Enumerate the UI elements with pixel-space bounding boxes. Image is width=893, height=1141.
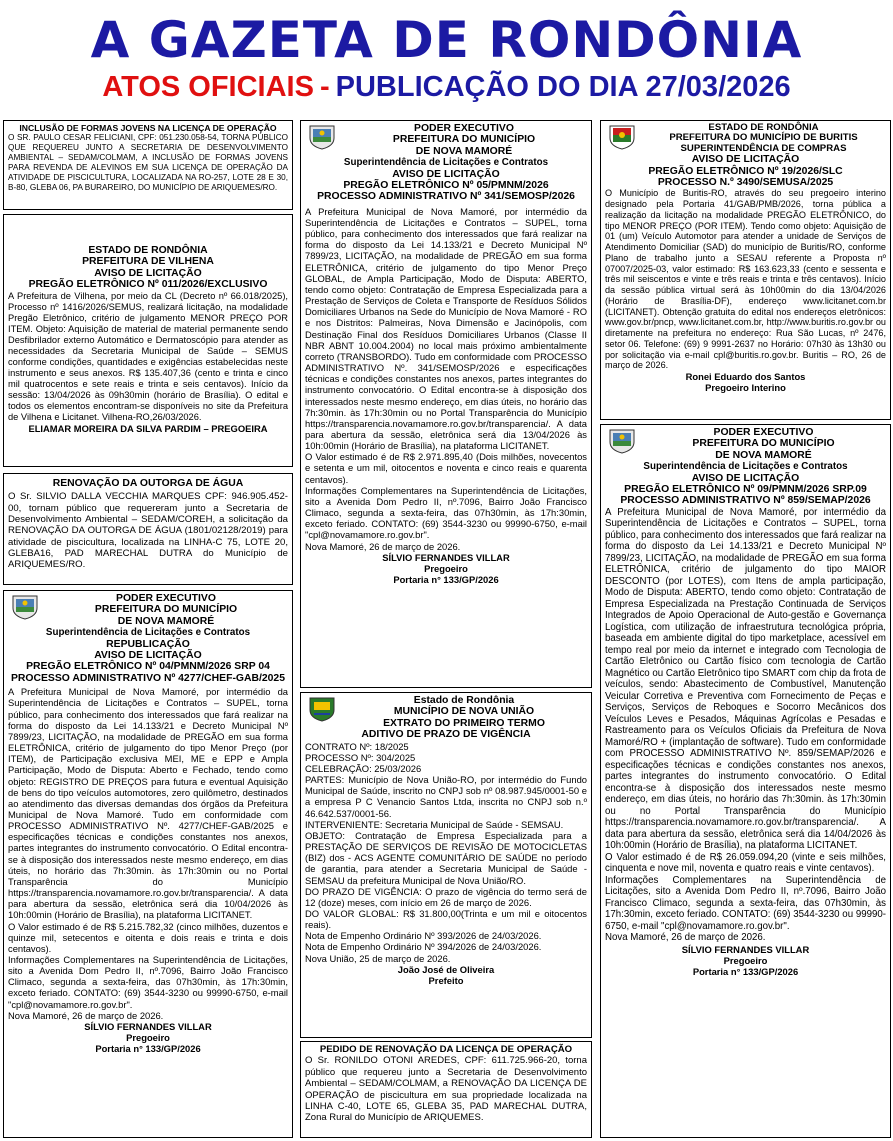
notice-state: ESTADO DE RONDÔNIA — [88, 245, 208, 256]
notice-contact: Informações Complementares na Superintendência de Licitações, sito a Avenida Dom Pedro II, nº.7096, Bairro João Francisco Climaco, segunda a sexta-feira, das 07h30min, às 17h:30min, exceto feriado. CONTATO: (69) 3544-3230 ou 99990-6750, e-mail "cpl@novamamore.ro.gov.br". — [605, 874, 886, 932]
notice-outorga-agua — [3, 473, 293, 585]
signature-role: Prefeito — [428, 974, 464, 986]
notice-municipio: DE NOVA MAMORÉ — [715, 449, 812, 461]
signature-portaria: Portaria n° 133/GP/2026 — [692, 966, 799, 978]
notice-value: O Valor estimado é de R$ 5.215.782,32 (cinco milhões, duzentos e quinze mil, setecentos e oitenta e dois reais e trinta e dois centavos). — [8, 920, 288, 954]
notice-interveniente: INTERVENIENTE: Secretaria Municipal de Saúde - SEMSAU. — [305, 818, 564, 830]
notice-pregao: PREGÃO ELETRÔNICO Nº 09/PMNM/2026 SRP.09 — [624, 484, 867, 496]
municipal-crest-icon — [10, 594, 40, 620]
notice-prazo: DO PRAZO DE VIGÊNCIA: O prazo de vigência do termo será de 12 (doze) meses, com início em 26 de março de 2026. — [305, 885, 587, 908]
notice-objeto: OBJETO: Contratação de Empresa Especializada para a PRESTAÇÃO DE SERVIÇOS DE REVISÃO DE MOTOCICLETAS (BIZ) dos - ACS AGENTE COMUNITÁRIO DE SAÚDE no período de garantia, para atender a Secretaria Municipal de Saúde - SEMSAU da prefeitura Municipal de Nova União/RO. — [305, 829, 587, 886]
notice-type: AVISO DE LICITAÇÃO — [392, 168, 500, 180]
notice-republicacao: REPUBLICAÇÃO — [106, 638, 190, 650]
notice-extrato: EXTRATO DO PRIMEIRO TERMO — [383, 717, 545, 729]
signature-role: Pregoeiro Interino — [705, 382, 786, 394]
publication-date: PUBLICAÇÃO DO DIA 27/03/2026 — [335, 71, 791, 103]
signature-role: Pregoeiro — [126, 1032, 170, 1044]
notice-municipio: DE NOVA MAMORÉ — [415, 145, 513, 157]
notice-type: AVISO DE LICITAÇÃO — [94, 267, 202, 279]
notice-poder: PODER EXECUTIVO — [713, 427, 814, 438]
notice-pregao: PREGÃO ELETRÔNICO Nº 04/PMNM/2026 SRP 04 — [26, 661, 270, 673]
process-number: PROCESSO Nº: 304/2025 — [305, 751, 416, 763]
signature-role: Pregoeiro — [723, 955, 768, 966]
notice-valor: DO VALOR GLOBAL: R$ 31.800,00(Trinta e um mil e oitocentos reais). — [305, 907, 587, 931]
notice-body: A Prefeitura Municipal de Nova Mamoré, por intermédio da Superintendência de Licitações e Contratos – SUPEL, torna público, para conhecimento dos interessados que fará realizar na forma do disposto da Lei 14.133/21 e Decreto Municipal Nº 7899/23, LICITAÇÃO, na modalidade de PREGÃO em sua forma ELETRÔNICA, critério de julgamento do tipo Menor Preço GLOBAL, de Ampla Participação, Modo de Disputa: ABERTO, tendo como objeto: Contratação de Empresa Especializada para a Prestação de Serviços de Coleta e Transporte de Resíduos Sólidos Domiciliares Urbanos na Sede do Município de Nova Mamoré - RO e nos Distritos: Palmeiras, Nova Dimensão e Jacinópolis, com Destinação Final dos Resíduos Domiciliares Urbanos (Classe II NBR ABNT 10.004.2004) no local mais próximo ambientalmente correto (TRANSBORDO). Tudo em conformidade com PROCESSO ADMINISTRATIVO Nº. 341/SEMOSP/2026 e especificações técnicas e condições constantes nos anexos, partes integrantes do instrumento convocatório. O Edital encontra-se à disposição dos interessados neste mesmo endereço, em dias úteis, no horário das 7h:30min. às 17h:30min ou no Portal Transparência do Município https://transparencia.novamamore.ro.gov.br/transparencia/. A data para abertura da sessão, eletrônica será dia 13/04/2026 às 10h:00min (Horário de Brasília), na plataforma LICITANET. — [305, 205, 587, 452]
notice-value: O Valor estimado é de R$ 26.059.094,20 (vinte e seis milhões, cinquenta e nove mil, noventa e quatro reais e vinte centavos). — [605, 851, 886, 875]
notice-processo: PROCESSO N.º 3490/SEMUSA/2025 — [657, 177, 834, 189]
municipal-crest-icon — [307, 124, 337, 150]
notice-poder: PODER EXECUTIVO — [414, 123, 514, 134]
notice-type: AVISO DE LICITAÇÃO — [94, 650, 202, 662]
notice-superintendencia: Superintendência de Licitações e Contratos — [643, 461, 848, 473]
notice-aditivo: ADITIVO DE PRAZO DE VIGÊNCIA — [361, 729, 531, 741]
notice-body: O Sr. SILVIO DALLA VECCHIA MARQUES CPF: 946.905.452-00, tornam público que requereram junto a Secretaria de Desenvolvimento Ambiental – SEDAM/COREH, a solicitação da RENOVAÇÃO DA OUTORGA DE ÁGUA (1801/02128/2019) para atividade de piscicultura, localizada na LINHA-C 75, LOTE 20, GLEBA16, PAD MARECHAL DUTRA do Município de ARIQUEMES/RO. — [8, 491, 288, 571]
edition-line — [0, 68, 893, 106]
signature-role: Pregoeiro — [424, 562, 468, 574]
notice-nova-mamore-pe09 — [600, 424, 891, 1138]
notice-empenho-1: Nota de Empenho Ordinário Nº 393/2026 de 24/03/2026. — [305, 930, 542, 942]
notice-type: AVISO DE LICITAÇÃO — [691, 472, 800, 484]
notice-nova-mamore-pe04 — [3, 590, 293, 1138]
notice-nova-uniao — [300, 692, 592, 1038]
notice-contact: Informações Complementares na Superintendência de Licitações, sito a Avenida Dom Pedro II, nº.7096, Bairro João Francisco Climaco, segunda a sexta-feira, das 07h30min, às 17h:30min, exceto feriado. CONTATO: (69) 3544-3230 ou 99990-6750, e-mail "cpl@novamamore.ro.gov.br". — [8, 954, 288, 1010]
notice-date: Nova União, 25 de março de 2026. — [305, 952, 451, 964]
notice-pregao: PREGÃO ELETRÔNICO Nº 011/2026/EXCLUSIVO — [28, 279, 268, 291]
notice-municipio: MUNICÍPIO DE NOVA UNIÃO — [393, 706, 535, 718]
notice-body: O Sr. RONILDO OTONI AREDES, CPF: 611.725.966-20, torna público que requereu junto a Secretaria de Desenvolvimento Ambiental – SEDAM/COLMAM, a RENOVAÇÃO DA LICENÇA DE OPERAÇÃO de piscicultura em sua propriedade localizada na LINHA C-40, LOTE 65, GLEBA 35, PAD MARECHAL DUTRA, Zona Rural do Município de ARIQUEMES. — [305, 1055, 587, 1124]
notice-type: AVISO DE LICITAÇÃO — [691, 154, 800, 166]
notice-renovacao-lo — [300, 1041, 592, 1138]
notice-superintendencia: SUPERINTENDÊNCIA DE COMPRAS — [680, 142, 847, 154]
masthead — [0, 0, 893, 118]
signature-portaria: Portaria n° 133/GP/2026 — [95, 1043, 201, 1055]
notice-prefeitura: PREFEITURA DE VILHENA — [82, 256, 214, 268]
notice-body: O Município de Buritis-RO, através do seu pregoeiro interino designado pela Portaria 41/GAB/PMB/2026, torna pública a realização da licitação na modalidade PREGÃO ELETRÔNICO, do tipo MENOR PREÇO (POR ITEM). Tendo como objeto: Aquisição de 01 (um) Veículo Automotor para atender a unidade de Serviços de Atendimento Domiciliar (SAD) do município de Buritis/RO, conforme Plano de trabalho junto a SESAU referente a Proposta nº 07007/2025-03, valor estimado: R$ 163.623,33 (cento e sessenta e três mil seiscentos e vinte e três reais e trinta e três centavos). Início da sessão pública virtual será às 10h00min do dia 13/04/2026 (Horário de Brasília-DF), endereço www.licitanet.com.br (LICITANET). Obtenção gratuita do edital nos endereços eletrônicos: www.gov.br/pncp, www.licitanet.com.br, http://www.buritis.ro.gov.br ou diretamente na prefeitura no endereço: Rua São Lucas, nº 2476, setor 06. Telefone: (69) 9 9991-2637 no Horário: 07h30 às 13h30 ou por solicitação via e-mail cpl@buritis.ro.gov.br. Buritis – RO, 26 de março de 2026. — [605, 188, 886, 371]
notice-formas-jovens — [3, 120, 293, 210]
notice-processo: PROCESSO ADMINISTRATIVO Nº 4277/CHEF-GAB/2025 — [10, 672, 285, 684]
notice-body: A Prefeitura Municipal de Nova Mamoré, por intermédio da Superintendência de Licitações e Contratos – SUPEL, torna público, para conhecimento dos interessados que fará realizar na forma do disposto da Lei 14.133/21 e Decreto Municipal Nº 7899/23, LICITAÇÃO, na modalidade de PREGÃO em sua forma ELETRÔNICA, critério de julgamento do tipo MAIOR DESCONTO (por LOTES), com Itens de ampla participação, Modo de Disputa: ABERTO, tendo como objeto: Contratação de Empresa Especializada na Prestação Continuada de Serviços Integrados de Apoio Operacional de Auto-gestão e Governança Logística, com utilização de infraestrutura tecnológica própria, baseada em ambiente digital do tipo marketplace, acessível em tempo real por meio da internet e integrado com Tecnologia de Cartão Eletrônico ou Cartão físico com tecnologia de Cartão Magnético ou Cartão Eletrônico tipo SMART com chip da frota de veículos, sendo: Abastecimento de Combustível, Manutenção Veicular Corretiva e Preventiva com Fornecimento de Peças e Serviços, Serviços de Reboques e Socorro Mecânicos dos Veículos Leves e Pesados, Máquinas Agrícolas e Pesadas e Rastreamento para os Veículos Oficiais da Prefeitura de Nova Mamoré/RO + (implantação de software). Tudo em conformidade com PROCESSO ADMINISTRATIVO Nº. 859/SEMAP/2026 e especificações técnicas e condições constantes nos anexos, partes integrantes do instrumento convocatório. O Edital encontra-se à disposição dos interessados neste mesmo endereço, em dias úteis, no horário das 7h:30min. às 17h:30min ou no Portal Transparência do Município https://transparencia.novamamore.ro.gov.br/transparencia/. A data para abertura da sessão, eletrônica será dia 14/04/2026 às 10h:00min (Horário de Brasília), na plataforma LICITANET. — [605, 506, 886, 852]
signature-portaria: Portaria n° 133/GP/2026 — [393, 574, 499, 585]
municipal-crest-icon — [607, 124, 637, 150]
notice-prefeitura: PREFEITURA DO MUNICÍPIO — [94, 604, 238, 616]
contract-number: CONTRATO Nº: 18/2025 — [305, 740, 409, 752]
notice-processo: PROCESSO ADMINISTRATIVO Nº 859/SEMAP/2026 — [620, 495, 871, 507]
municipal-crest-icon — [607, 428, 637, 454]
notice-empenho-2: Nota de Empenho Ordinário Nº 394/2026 de 24/03/2026. — [305, 941, 542, 953]
notice-date: Nova Mamoré, 26 de março de 2026. — [605, 932, 766, 944]
notice-superintendencia: Superintendência de Licitações e Contratos — [343, 157, 549, 169]
notice-municipio: DE NOVA MAMORÉ — [117, 615, 215, 627]
notice-processo: PROCESSO ADMINISTRATIVO Nº 341/SEMOSP/2026 — [317, 191, 575, 203]
atos-oficiais-label: ATOS OFICIAIS — [102, 71, 314, 103]
signature-name: João José de Oliveira — [397, 963, 495, 975]
notice-title: RENOVAÇÃO DA OUTORGA DE ÁGUA — [52, 478, 244, 489]
notice-poder: PODER EXECUTIVO — [116, 593, 216, 604]
notice-pregao: PREGÃO ELETRÔNICO Nº 05/PMNM/2026 — [343, 180, 549, 192]
notice-prefeitura: PREFEITURA DO MUNICÍPIO — [692, 438, 835, 450]
notice-vilhena — [3, 214, 293, 467]
notice-title: PEDIDO DE RENOVAÇÃO DA LICENÇA DE OPERAÇÃO — [319, 1044, 573, 1055]
notice-body: A Prefeitura de Vilhena, por meio da CL (Decreto nº 66.018/2025), Processo nº 1416/2026/SEMUS, realizará licitação, na modalidade Pregão Eletrônico, critério de julgamento MENOR PREÇO POR ITEM. Objeto: Aquisição de material de material permanente sendo Desfibrilador externo Automático e Dermatoscópio para atender as necessidades da Secretaria Municipal de Saúde – SEMUS conforme condições, quantidades e exigências estabelecidas neste instrumento e seus anexos. R$ 135.407,36 (cento e trinta e cinco mil quatrocentos e sete reais e trinta e seis centavos). Início da sessão: 13/04/2026 às 09h30min (horário de Brasília). O edital e todos os elementos encontram-se disponíveis no site da Prefeitura de Vilhena e Licitanet. Vilhena-RO,26/03/2026. — [8, 290, 288, 422]
municipal-crest-icon — [307, 696, 337, 722]
notice-partes: PARTES: Município de Nova União-RO, por intermédio do Fundo Municipal de Saúde, inscrito no CNPJ sob nº 08.987.945/0001-50 e a empresa P C Venancio Santos Ltda, inscrita no CNPJ sob n.º 46.642.537/0001-56. — [305, 774, 587, 819]
signature-name: SÍLVIO FERNANDES VILLAR — [382, 551, 510, 563]
notice-prefeitura: PREFEITURA DO MUNICÍPIO DE BURITIS — [669, 132, 858, 144]
newspaper-title: A GAZETA DE RONDÔNIA — [90, 11, 803, 69]
signature-name: Ronei Eduardo dos Santos — [685, 371, 806, 383]
notice-buritis — [600, 120, 891, 420]
notice-nova-mamore-pe05 — [300, 120, 592, 688]
notice-pregao: PREGÃO ELETRÔNICO Nº 19/2026/SLC — [648, 165, 843, 177]
notice-signature: ELIAMAR MOREIRA DA SILVA PARDIM – PREGOEIRA — [28, 422, 268, 434]
signature-name: SÍLVIO FERNANDES VILLAR — [681, 943, 810, 955]
notice-prefeitura: PREFEITURA DO MUNICÍPIO — [392, 134, 536, 146]
notice-contact: Informações Complementares na Superintendência de Licitações, sito a Avenida Dom Pedro II, nº.7096, Bairro João Francisco Climaco, segunda a sexta-feira, das 07h30min, às 17h:30min, exceto feriado. CONTATO: (69) 3544-3230 ou 99990-6750, e-mail "cpl@novamamore.ro.gov.br". — [305, 484, 587, 541]
notice-body: O SR. PAULO CESAR FELICIANI, CPF: 051.230.058-54, TORNA PÚBLICO QUE REQUEREU JUNTO A SECRETARIA DE DESENVOLVIMENTO AMBIENTAL – SEDAM/COLMAM, A INCLUSÃO DE FORMAS JOVENS PARA REVENDA DE ALEVINOS EM SUA LICENÇA DE OPERAÇÃO DA ATIVIDADE DE PISCICULTURA, LOCALIZADA NA RO-257, LOTE 28 E 30, B-80, GLEBA 06, PA BURAREIRO, DO MUNICÍPIO DE ARIQUEMES/RO. — [8, 133, 288, 192]
notice-title: INCLUSÃO DE FORMAS JOVENS NA LICENÇA DE OPERAÇÃO — [19, 123, 277, 133]
notice-value: O Valor estimado é de R$ 2.971.895,40 (Dois milhões, novecentos e setenta e um mil, oitocentos e noventa e cinco reais e quarenta centavos). — [305, 451, 587, 485]
notice-date: Nova Mamoré, 26 de março de 2026. — [8, 1009, 164, 1021]
notice-state: ESTADO DE RONDÔNIA — [708, 122, 819, 133]
notice-superintendencia: Superintendência de Licitações e Contratos — [45, 627, 251, 639]
signature-name: SÍLVIO FERNANDES VILLAR — [84, 1020, 212, 1032]
notice-date: Nova Mamoré, 26 de março de 2026. — [305, 540, 461, 552]
celebration-date: CELEBRAÇÃO: 25/03/2026 — [305, 762, 422, 774]
notice-body: A Prefeitura Municipal de Nova Mamoré, por intermédio da Superintendência de Licitações e Contratos – SUPEL, torna público, para conhecimento dos interessados que fará realizar na forma do disposto da Lei 14.133/21 e Decreto Municipal Nº 7899/23, LICITAÇÃO, na modalidade de PREGÃO em sua forma ELETRÔNICA, critério de julgamento do tipo Menor Preço (por ITEM), de Participação exclusiva MEI, ME e EPP e Ampla Participação, Modo de Disputa: Aberto e Fechado, tendo como objeto: REGISTRO DE PREÇOS para futura e eventual Aquisição de bens do tipo veículos automotores, zero quilômetro, destinados ao atendimento das diversas demandas dos órgãos da Prefeitura Municipal de Nova Mamoré. Tudo em conformidade com PROCESSO ADMINISTRATIVO Nº. 4277/CHEF-GAB/2025 e especificações técnicas e condições constantes nos anexos, partes integrantes do instrumento convocatório. O Edital encontra-se à disposição dos interessados neste mesmo endereço, em dias úteis, no horário das 7h:30min. às 17h:30min ou no Portal Transparência do Município https://transparencia.novamamore.ro.gov.br/transparencia/. A data para abertura da sessão, eletrônica será dia 10/04/2026 às 10h:00min (Horário de Brasília), na plataforma LICITANET. — [8, 686, 288, 921]
notice-state: Estado de Rondônia — [413, 695, 515, 706]
separator-dash: - — [319, 71, 330, 103]
